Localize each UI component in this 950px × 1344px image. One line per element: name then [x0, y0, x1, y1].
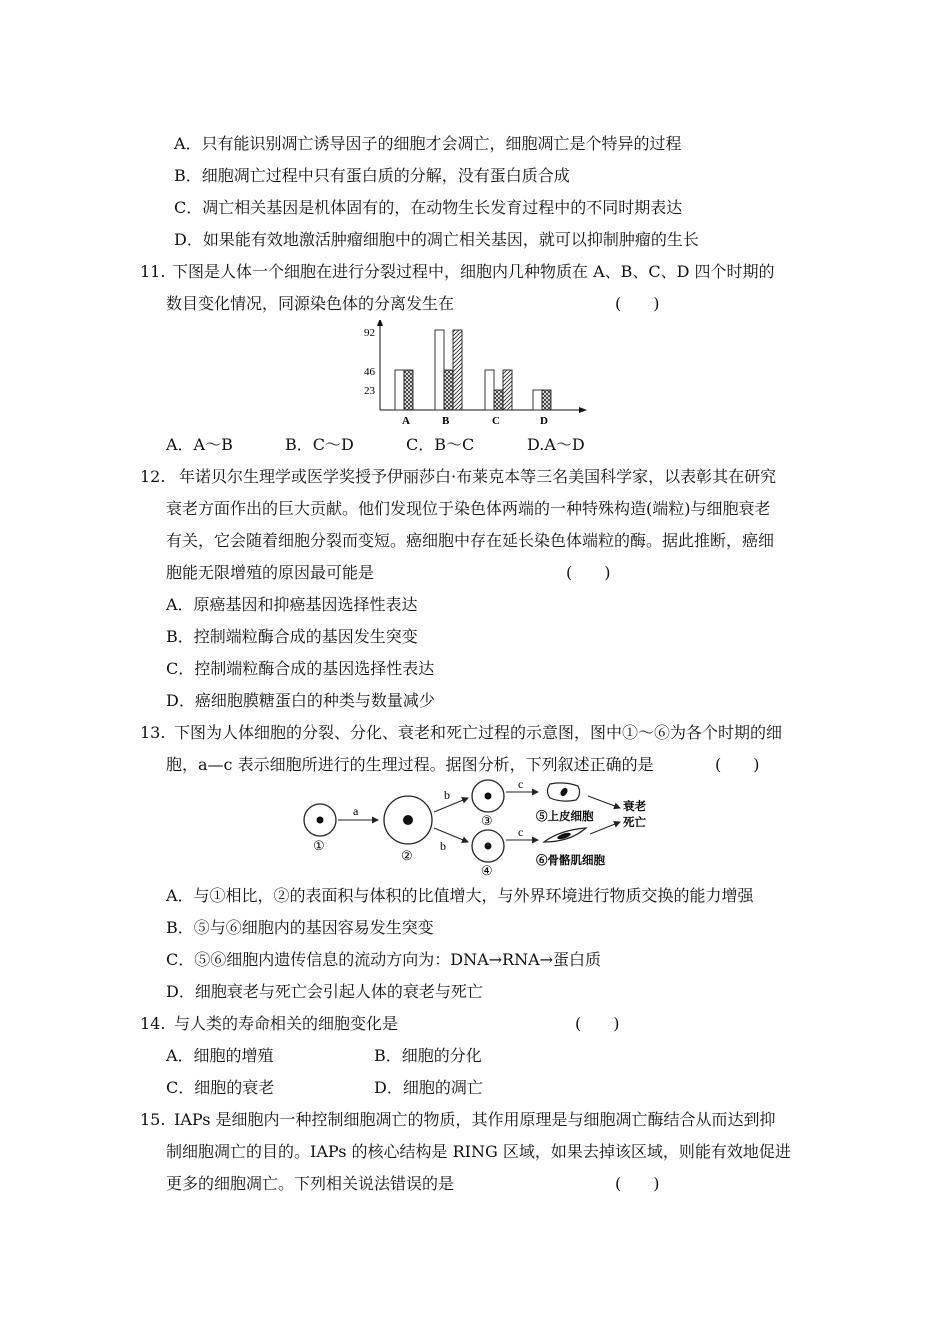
- q13-stem-line1: 下图为人体细胞的分裂、分化、衰老和死亡过程的示意图，图中①～⑥为各个时期的细: [174, 723, 783, 742]
- process-b2-label: b: [440, 839, 446, 853]
- process-b1-label: b: [444, 788, 450, 802]
- q12-stem-line1: 年诺贝尔生理学或医学奖授予伊丽莎白·布莱克本等三名美国科学家，以表彰其在研究: [179, 467, 777, 486]
- process-c2-label: c: [518, 825, 524, 839]
- bar-D-white: [533, 390, 542, 410]
- q13-number: 13.: [140, 723, 166, 742]
- x-axis-arrow: [579, 407, 587, 413]
- end-label-aging: 衰老: [623, 801, 646, 813]
- q10-option-c: C．凋亡相关基因是机体固有的，在动物生长发育过程中的不同时期表达: [174, 198, 683, 217]
- cell-6-label: ⑥骨骼肌细胞: [536, 855, 605, 867]
- cell-2-nucleus: [403, 815, 413, 825]
- q13-answer-paren: ( ): [715, 755, 760, 774]
- q13-stem-line2: 胞，a—c 表示细胞所进行的生理过程。据图分析，下列叙述正确的是: [166, 755, 654, 774]
- cell-3-label: ③: [481, 813, 493, 828]
- bar-B-diagonal: [453, 330, 462, 410]
- q14-option-d: D．细胞的凋亡: [374, 1078, 483, 1097]
- cell-1-label: ①: [313, 838, 325, 853]
- bar-C-white: [485, 370, 494, 410]
- q14-number: 14.: [140, 1014, 166, 1033]
- bar-A-white: [395, 370, 404, 410]
- arrow-to-death-upper: [588, 796, 620, 808]
- ytick-23: 23: [364, 385, 375, 397]
- q14-option-a: A．细胞的增殖: [166, 1046, 274, 1065]
- q12-stem-line2: 衰老方面作出的巨大贡献。他们发现位于染色体两端的一种特殊构造(端粒)与细胞衰老: [166, 499, 771, 518]
- bar-C-diagonal: [503, 370, 512, 410]
- q11-bar-chart: [345, 320, 605, 435]
- q13-option-a: A．与①相比，②的表面积与体积的比值增大，与外界环境进行物质交换的能力增强: [166, 886, 754, 905]
- process-a-label: a: [353, 804, 359, 818]
- q12-stem-line4: 胞能无限增殖的原因最可能是: [166, 563, 375, 582]
- q11-answer-paren: ( ): [615, 294, 660, 313]
- q12-answer-paren: ( ): [566, 563, 611, 582]
- cell-1-nucleus: [317, 817, 324, 824]
- q11-stem-line1: 下图是人体一个细胞在进行分裂过程中，细胞内几种物质在 A、B、C、D 四个时期的: [172, 262, 775, 281]
- q12-option-c: C．控制端粒酶合成的基因选择性表达: [166, 659, 435, 678]
- q12-option-d: D．癌细胞膜糖蛋白的种类与数量减少: [166, 691, 435, 710]
- q11-option-b: B．C～D: [285, 435, 354, 454]
- q15-stem-line2: 制细胞凋亡的目的。IAPs 的核心结构是 RING 区域，如果去掉该区域，则能有效地促进: [166, 1142, 791, 1161]
- q11-option-a: A．A～B: [166, 435, 233, 454]
- bar-B-crosshatch: [444, 370, 453, 410]
- q15-stem-line3: 更多的细胞凋亡。下列相关说法错误的是: [166, 1174, 455, 1193]
- q15-stem-line1: IAPs 是细胞内一种控制细胞凋亡的物质，其作用原理是与细胞凋亡酶结合从而达到抑: [174, 1110, 776, 1129]
- cell-4-label: ④: [481, 863, 493, 878]
- arrow-b-upper: [434, 798, 468, 812]
- bar-D-crosshatch: [542, 390, 551, 410]
- q11-number: 11.: [140, 262, 166, 281]
- xtick-B: B: [442, 415, 450, 427]
- q11-option-d: D.A～D: [527, 435, 585, 454]
- q13-option-b: B．⑤与⑥细胞内的基因容易发生突变: [166, 918, 434, 937]
- bar-C-crosshatch: [494, 390, 503, 410]
- q15-answer-paren: ( ): [615, 1174, 660, 1193]
- q12-option-a: A．原癌基因和抑癌基因选择性表达: [166, 595, 418, 614]
- q13-option-c: C．⑤⑥细胞内遗传信息的流动方向为：DNA→RNA→蛋白质: [166, 950, 602, 969]
- xtick-A: A: [402, 415, 410, 427]
- q13-cell-diagram: [298, 778, 658, 878]
- q13-option-d: D．细胞衰老与死亡会引起人体的衰老与死亡: [166, 982, 483, 1001]
- q14-option-c: C．细胞的衰老: [166, 1078, 275, 1097]
- q14-answer-paren: ( ): [575, 1014, 620, 1033]
- q15-number: 15.: [140, 1110, 166, 1129]
- q14-stem: 与人类的寿命相关的细胞变化是: [174, 1014, 399, 1033]
- process-c1-label: c: [518, 778, 524, 791]
- bar-A-crosshatch: [404, 370, 413, 410]
- cell-4-nucleus: [485, 843, 492, 850]
- q12-number: 12.: [140, 467, 166, 486]
- cell-2-label: ②: [401, 848, 413, 863]
- q12-stem-line3: 有关，它会随着细胞分裂而变短。癌细胞中存在延长染色体端粒的酶。据此推断，癌细: [166, 531, 775, 550]
- bar-B-white: [435, 330, 444, 410]
- end-label-death: 死亡: [623, 817, 646, 829]
- y-axis-arrow: [377, 320, 383, 326]
- xtick-C: C: [492, 415, 500, 427]
- q11-option-c: C．B～C: [406, 435, 475, 454]
- q14-option-b: B．细胞的分化: [374, 1046, 482, 1065]
- cell-5-nucleus: [559, 787, 569, 798]
- q10-option-b: B．细胞凋亡过程中只有蛋白质的分解，没有蛋白质合成: [174, 166, 570, 185]
- ytick-92: 92: [364, 327, 375, 339]
- q10-option-a: A．只有能识别凋亡诱导因子的细胞才会凋亡，细胞凋亡是个特异的过程: [174, 134, 682, 153]
- q11-stem-line2: 数目变化情况，同源染色体的分离发生在: [166, 294, 455, 313]
- cell-5-label: ⑤上皮细胞: [536, 811, 594, 823]
- ytick-46: 46: [364, 366, 375, 378]
- cell-3-nucleus: [485, 793, 492, 800]
- xtick-D: D: [540, 415, 548, 427]
- q10-option-d: D．如果能有效地激活肿瘤细胞中的凋亡相关基因，就可以抑制肿瘤的生长: [174, 230, 699, 249]
- arrow-to-death-lower: [590, 822, 620, 834]
- q12-option-b: B．控制端粒酶合成的基因发生突变: [166, 627, 418, 646]
